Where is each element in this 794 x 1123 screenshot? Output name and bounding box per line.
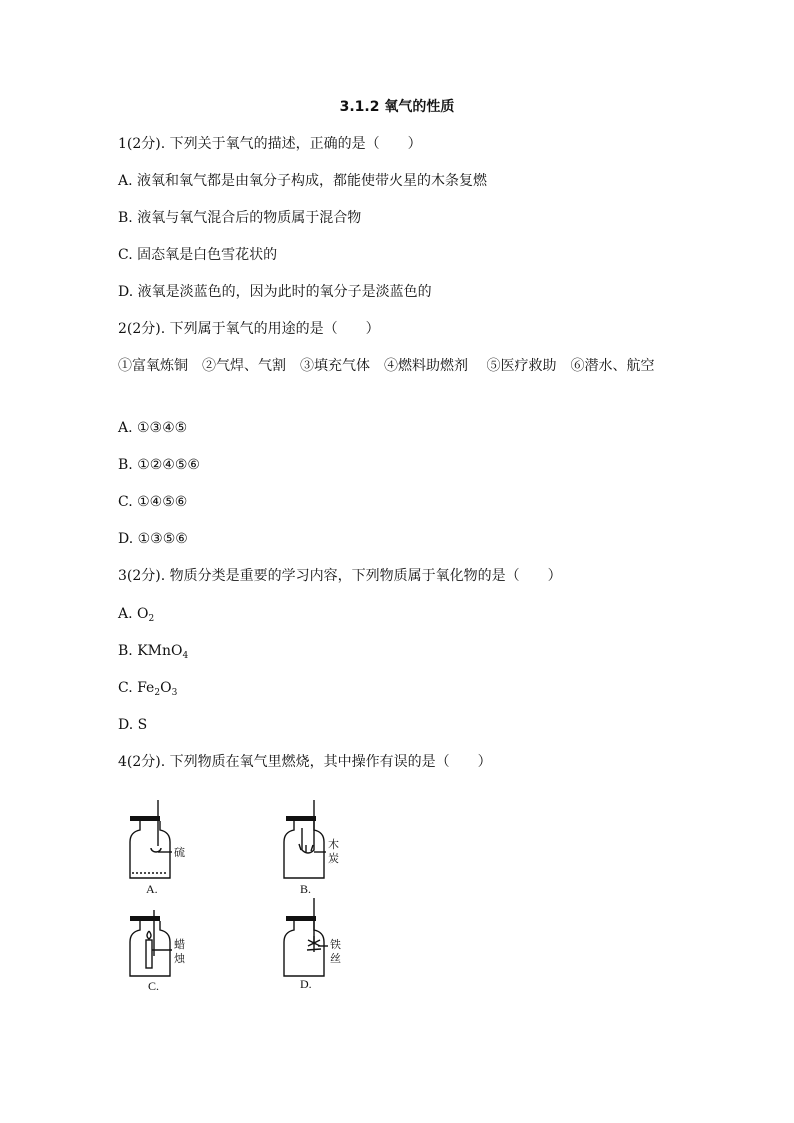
label-candle-1: 蜡 [174, 938, 185, 951]
page-title: 3.1.2 氧气的性质 [339, 99, 455, 115]
label-c: C. [148, 979, 160, 993]
question-3-option-b: B. KMnO$_4$ [118, 643, 189, 661]
question-2-option-b: B. ①②④⑤⑥ [118, 457, 200, 473]
question-4-stem: 4(2分). 下列物质在氧气里燃烧，其中操作有误的是（ ） [118, 754, 492, 770]
jar-a [130, 800, 172, 878]
question-1-option-c: C. 固态氧是白色雪花状的 [118, 247, 278, 263]
question-1-option-b: B. 液氧与氧气混合后的物质属于混合物 [118, 210, 362, 226]
question-2-option-a: A. ①③④⑤ [118, 420, 188, 436]
question-1-option-a: A. 液氧和氧气都是由氧分子构成，都能使带火星的木条复燃 [118, 173, 488, 189]
label-charcoal-2: 炭 [328, 852, 339, 865]
question-3-option-a: A. $O_2$ [118, 606, 155, 624]
question-4-figure [118, 800, 378, 995]
question-2-option-d: D. ①③⑤⑥ [118, 531, 188, 547]
label-candle-2: 烛 [174, 952, 185, 965]
combustion-apparatus-diagram [118, 800, 378, 995]
label-b: B. [300, 882, 312, 896]
jar-b [284, 800, 326, 878]
question-3-option-d: D. S [118, 717, 148, 733]
question-2-stem: 2(2分). 下列属于氧气的用途的是（ ） [118, 321, 380, 337]
jar-c [130, 910, 172, 976]
question-2-option-c: C. ①④⑤⑥ [118, 494, 188, 510]
question-3-option-c: C. $Fe_2O_3$ [118, 680, 178, 698]
label-d: D. [300, 977, 312, 991]
label-iron-wire-2: 丝 [330, 952, 341, 965]
question-3-stem: 3(2分). 物质分类是重要的学习内容，下列物质属于氧化物的是（ ） [118, 568, 562, 584]
label-sulfur: 硫 [174, 846, 185, 859]
question-1-option-d: D. 液氧是淡蓝色的，因为此时的氧分子是淡蓝色的 [118, 284, 432, 300]
question-1-stem: 1(2分). 下列关于氧气的描述，正确的是（ ） [118, 136, 422, 152]
jar-d [284, 898, 328, 976]
question-2-uses: ①富氧炼铜 ②气焊、气割 ③填充气体 ④燃料助燃剂 ⑤医疗救助 ⑥潜水、航空 [118, 358, 655, 374]
label-a: A. [146, 882, 158, 896]
label-iron-wire-1: 铁 [330, 938, 341, 951]
label-charcoal-1: 木 [328, 838, 339, 851]
